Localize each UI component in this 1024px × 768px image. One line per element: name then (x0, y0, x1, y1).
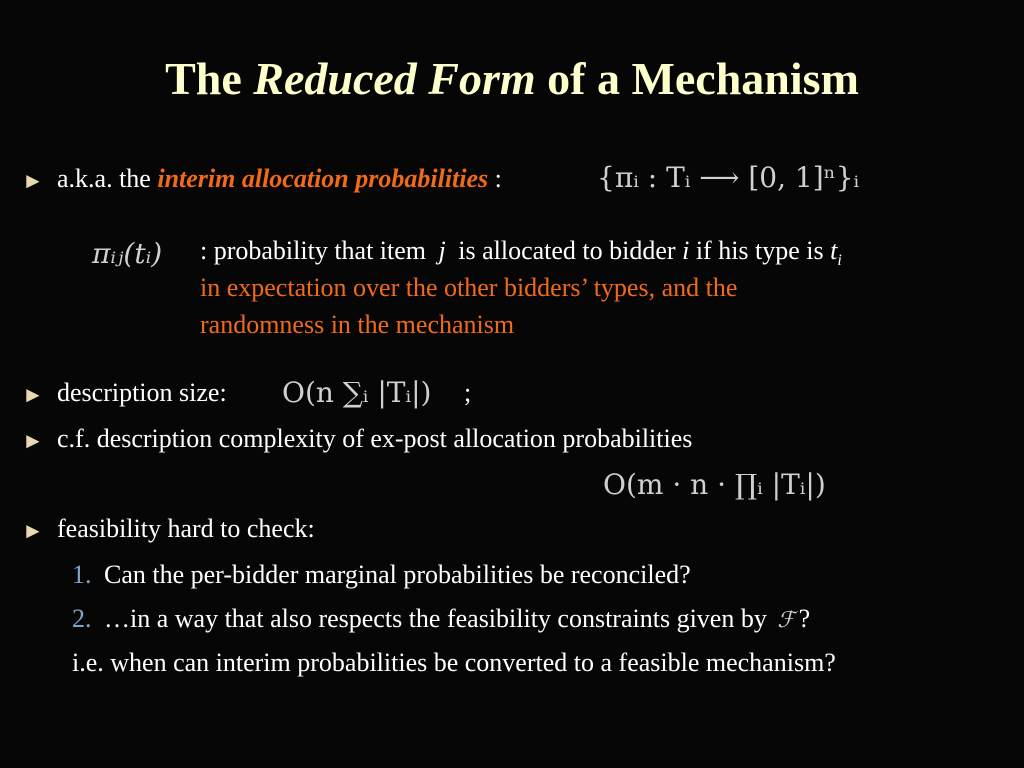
pi-def-t-sub: i (837, 252, 842, 270)
pi-def-i: i (682, 236, 690, 265)
aka-emphasis: interim allocation probabilities (157, 164, 489, 193)
pi-def-line2: in expectation over the other bidders’ types, and the (200, 273, 738, 302)
desc-size-suffix: ; (464, 378, 472, 407)
pi-def-text-c: if his type is (695, 236, 824, 265)
cf-formula: O(m · n · ∏ᵢ |Tᵢ|) (603, 468, 826, 501)
pi-def-t: t (830, 236, 838, 265)
bullet-arrow-icon: ► (22, 168, 44, 193)
aka-formula: {πᵢ : Tᵢ ⟶ [0, 1]ⁿ}ᵢ (597, 161, 860, 194)
feas-label: feasibility hard to check: (57, 514, 315, 543)
feas-item-2 (72, 604, 810, 636)
aka-colon: : (494, 164, 502, 193)
pi-def-line1 (200, 236, 842, 276)
title-emphasis: Reduced Form (253, 53, 536, 104)
feas-item-2-end: ? (798, 604, 811, 633)
aka-prefix: a.k.a. the (57, 164, 151, 193)
desc-size-formula: O(n ∑ᵢ |Tᵢ|) (282, 376, 432, 409)
title-post: of a Mechanism (547, 53, 859, 104)
bullet-arrow-icon: ► (22, 428, 44, 453)
feas-item-1-text: Can the per-bidder marginal probabilities be reconciled? (104, 560, 691, 589)
aka-line (57, 164, 502, 194)
pi-symbol (92, 237, 162, 270)
feas-item-1 (72, 560, 691, 590)
pi-def-text-b: is allocated to bidder (458, 236, 676, 265)
pi-def-text-a: : probability that item (200, 236, 427, 265)
feas-ie: i.e. when can interim probabilities be converted to a feasible mechanism? (72, 648, 836, 677)
feas-item-1-num: 1. (72, 560, 92, 589)
bullet-arrow-icon: ► (22, 518, 44, 543)
pi-def-line3: randomness in the mechanism (200, 310, 515, 339)
desc-size-label: description size: (57, 378, 227, 407)
bullet-arrow-icon: ► (22, 382, 44, 407)
feas-item-2-num: 2. (72, 604, 92, 633)
title-pre: The (165, 53, 242, 104)
cf-label: c.f. description complexity of ex-post allocation probabilities (57, 424, 693, 453)
slide-title (0, 52, 1024, 105)
feas-item-2-text: …in a way that also respects the feasibility constraints given by (104, 604, 767, 633)
feas-item-2-symbol: ℱ (777, 608, 795, 633)
pi-def-j: j (438, 236, 446, 265)
pi-symbol-text: πᵢⱼ(tᵢ) (92, 237, 163, 270)
